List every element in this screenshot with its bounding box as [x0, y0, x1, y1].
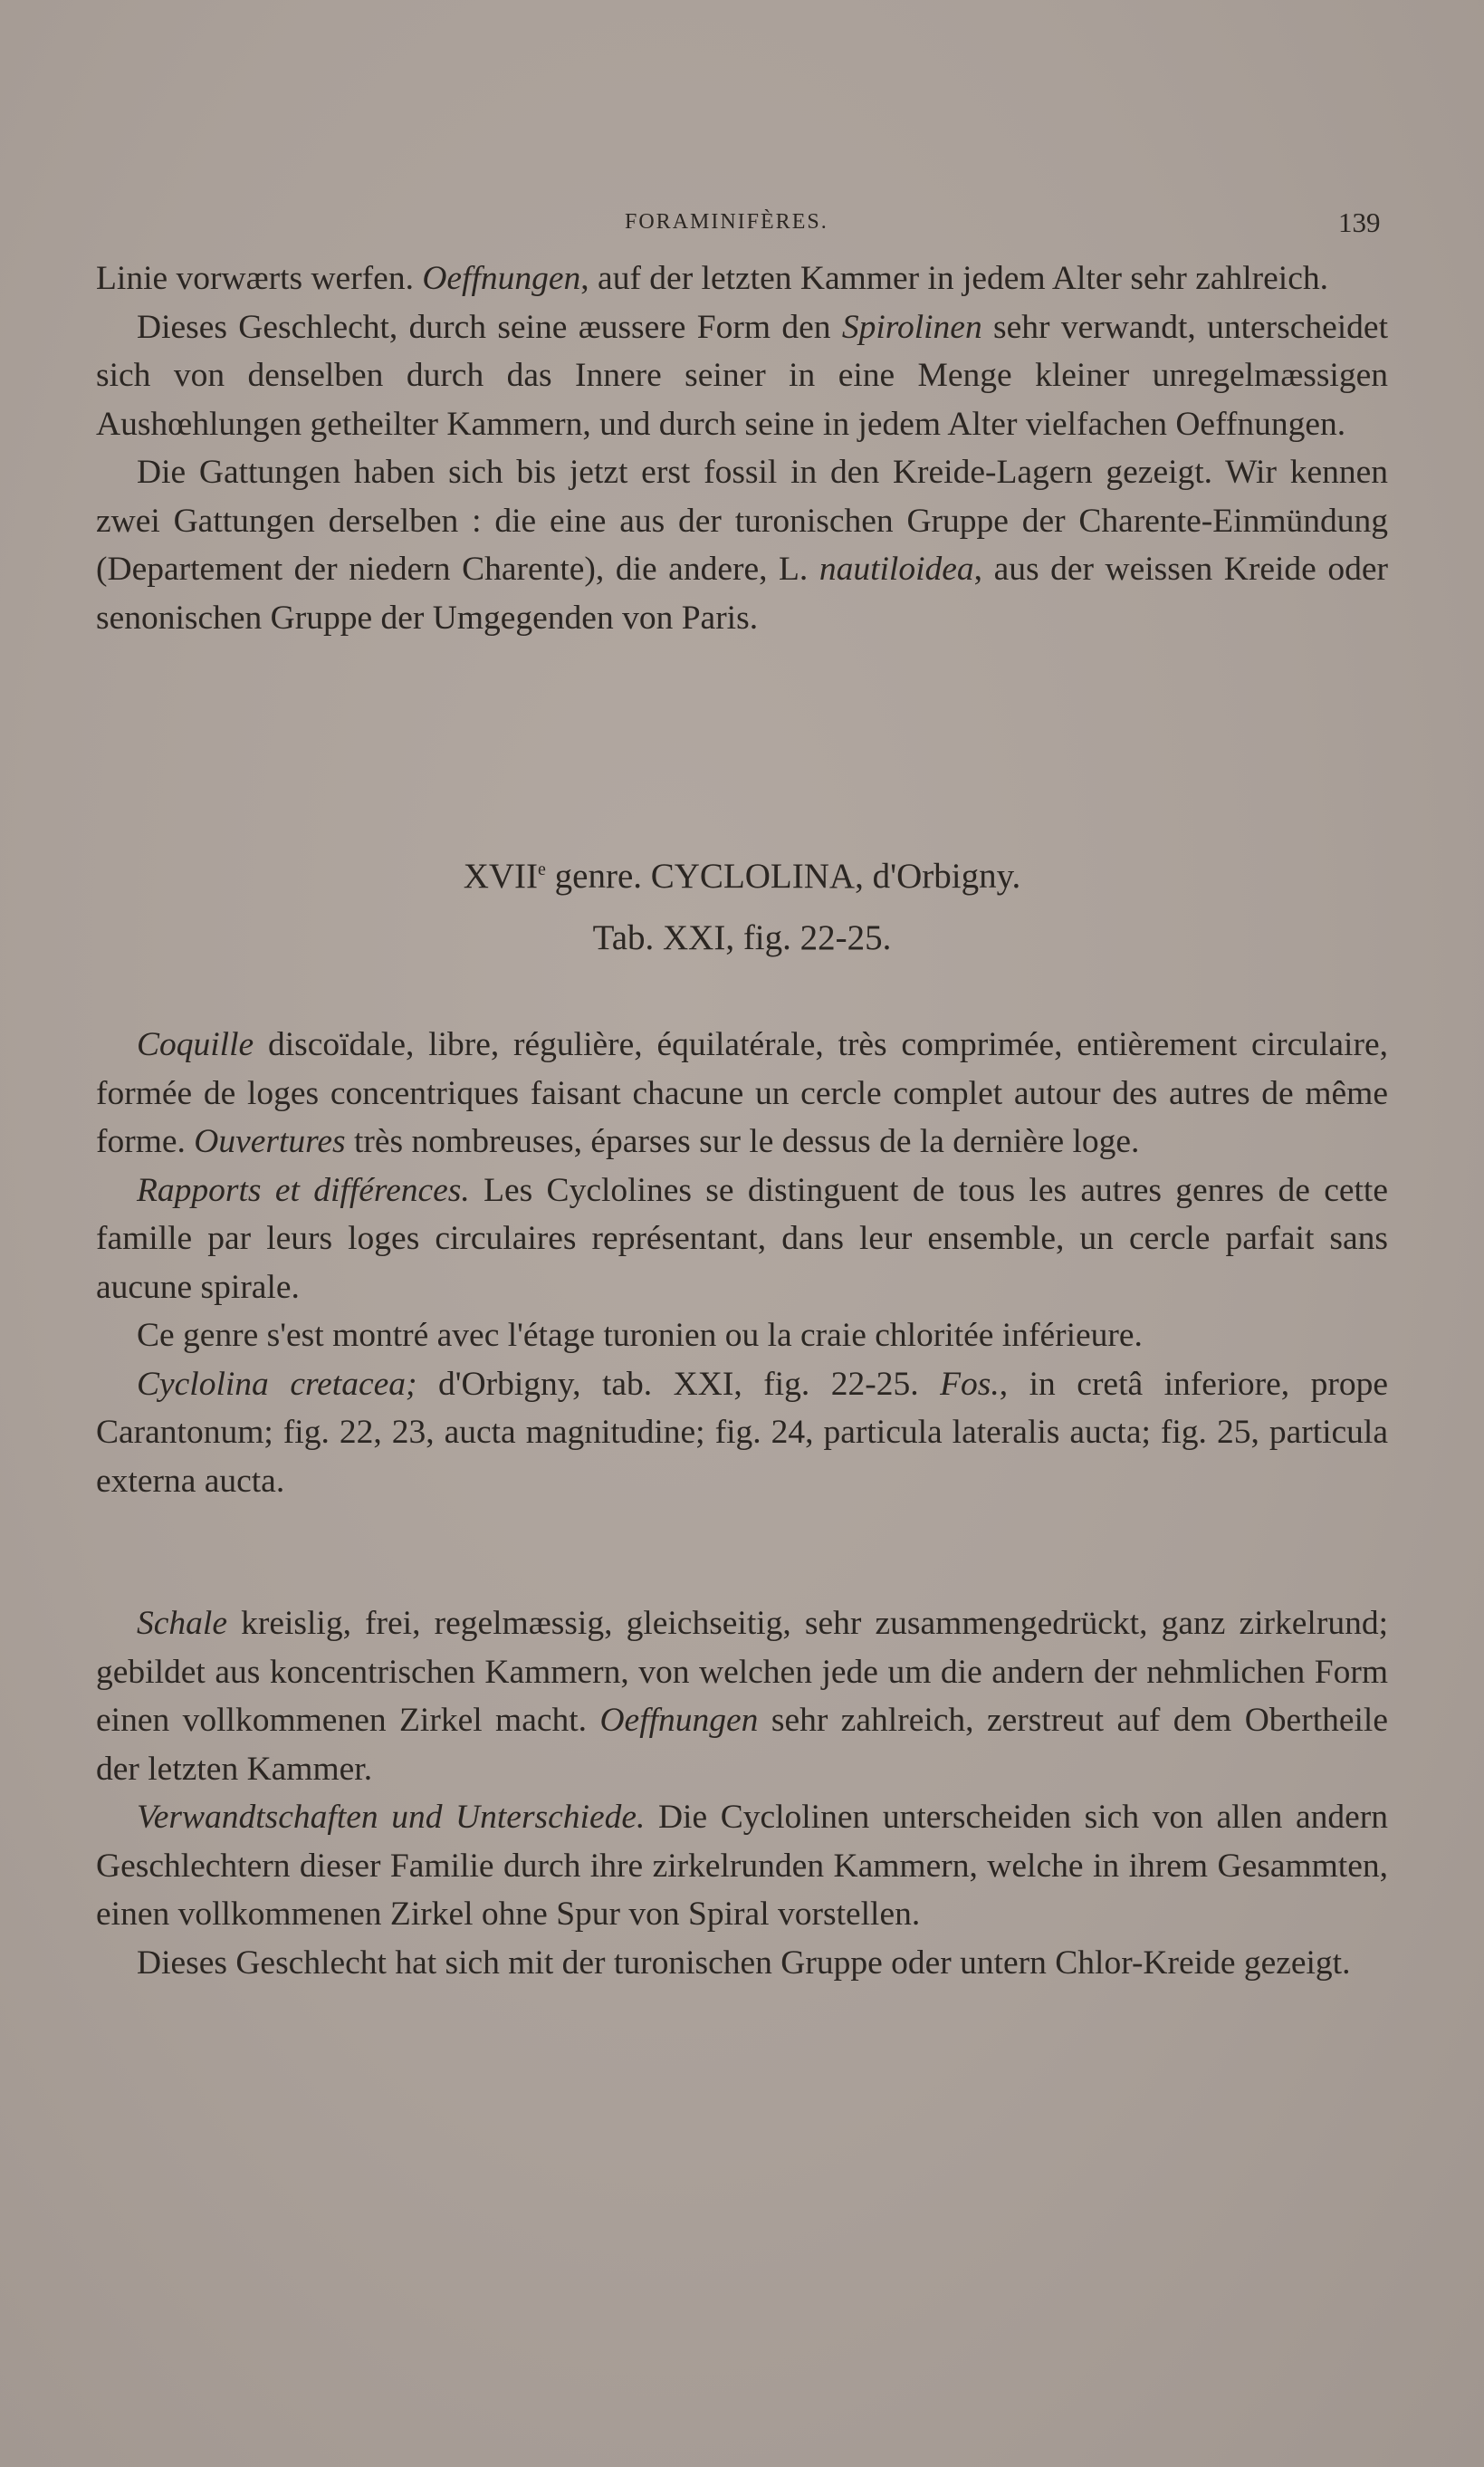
- text-span: Ce genre s'est montré avec l'étage turonien ou la craie chloritée inférieure.: [137, 1317, 1143, 1354]
- page-header: [0, 206, 1484, 246]
- plate-reference: Tab. XXI, fig. 22-25.: [592, 918, 892, 957]
- running-head: FORAMINIFÈRES.: [625, 210, 828, 234]
- paragraph: [96, 1166, 1388, 1312]
- text-span: Dieses Geschlecht, durch seine æussere Form den: [137, 308, 842, 346]
- genus-numeral-sup: e: [538, 859, 546, 879]
- genus-heading: [0, 850, 1484, 965]
- text-span: , in cretâ inferiore, prope Carantonum; fig. 22, 23, aucta magnitudine; fig. 24, particula lateralis aucta; fig. 25, particula externa aucta.: [96, 1365, 1388, 1500]
- paragraph: [96, 1021, 1388, 1166]
- italic-term: Verwandtschaften und Unterschiede.: [137, 1799, 646, 1836]
- paragraph: [96, 448, 1388, 642]
- german-section-2: [96, 1599, 1388, 1987]
- italic-term: Schale: [137, 1605, 227, 1642]
- italic-term: Spirolinen: [841, 308, 982, 346]
- paragraph: [96, 303, 1388, 449]
- text-span: sehr zahlreich, zerstreut auf dem Obertheile der letzten Kammer.: [96, 1702, 1388, 1788]
- text-span: très nombreuses, éparses sur le dessus de la dernière loge.: [345, 1123, 1140, 1160]
- text-span: Die Cyclolinen unterscheiden sich von allen andern Geschlechtern dieser Familie durch ihre zirkelrunden Kammern, welche in ihrem Gesammten, einen vollkommenen Zirkel ohne Spur von Spiral vorstellen.: [96, 1799, 1388, 1933]
- paragraph: [96, 1599, 1388, 1793]
- italic-term: Fos.: [940, 1365, 1000, 1403]
- text-span: discoïdale, libre, régulière, équilatérale, très comprimée, entièrement circulaire, formée de loges concentriques faisant chacune un cercle complet autour des autres de même forme.: [96, 1026, 1388, 1160]
- text-span: d'Orbigny, tab. XXI, fig. 22-25.: [416, 1365, 941, 1403]
- german-section-1: [96, 254, 1388, 642]
- italic-term: Oeffnungen: [599, 1702, 759, 1739]
- paragraph: [96, 1793, 1388, 1939]
- text-span: Dieses Geschlecht hat sich mit der turonischen Gruppe oder untern Chlor-Kreide gezeigt.: [137, 1944, 1351, 1982]
- genus-name: genre. CYCLOLINA, d'Orbigny.: [545, 857, 1021, 896]
- text-span: sehr verwandt, unterscheidet sich von denselben durch das Innere seiner in eine Menge kleiner unregelmæssigen Aushœhlungen getheilter Kammern, und durch seine in jedem Alter vielfachen Oeffnungen.: [96, 308, 1388, 443]
- paragraph: [96, 254, 1388, 303]
- paragraph: [96, 1311, 1388, 1360]
- italic-term: Oeffnungen: [422, 260, 581, 297]
- text-span: Les Cyclolines se distinguent de tous les autres genres de cette famille par leurs loges circulaires représentant, dans leur ensemble, un cercle parfait sans aucune spirale.: [96, 1171, 1388, 1306]
- genus-numeral: XVII: [463, 857, 538, 896]
- italic-term: Rapports et différences.: [137, 1171, 470, 1209]
- french-section: [96, 1021, 1388, 1505]
- text-span: Linie vorwærts werfen.: [96, 260, 423, 297]
- page-number: 139: [1338, 206, 1381, 238]
- italic-term: nautiloidea: [819, 551, 974, 588]
- text-span: kreislig, frei, regelmæssig, gleichseitig, sehr zusammengedrückt, ganz zirkelrund; gebildet aus koncentrischen Kammern, von welchen jede um die andern der nehmlichen Form einen vollkommenen Zirkel macht.: [96, 1605, 1388, 1739]
- text-span: , auf der letzten Kammer in jedem Alter sehr zahlreich.: [580, 260, 1328, 297]
- italic-term: Coquille: [137, 1026, 254, 1063]
- paragraph: [96, 1939, 1388, 1988]
- italic-term: Ouvertures: [194, 1123, 346, 1160]
- genus-title: [0, 850, 1484, 904]
- text-span: , aus der weissen Kreide oder senonischen Gruppe der Umgegenden von Paris.: [96, 551, 1388, 637]
- paragraph: [96, 1360, 1388, 1506]
- text-span: Die Gattungen haben sich bis jetzt erst fossil in den Kreide-Lagern gezeigt. Wir kennen zwei Gattungen derselben : die eine aus der turonischen Gruppe der Charente-Einmündung (Departement der niedern Charente), die andere, L.: [96, 454, 1388, 588]
- italic-term: Cyclolina cretacea;: [137, 1365, 417, 1403]
